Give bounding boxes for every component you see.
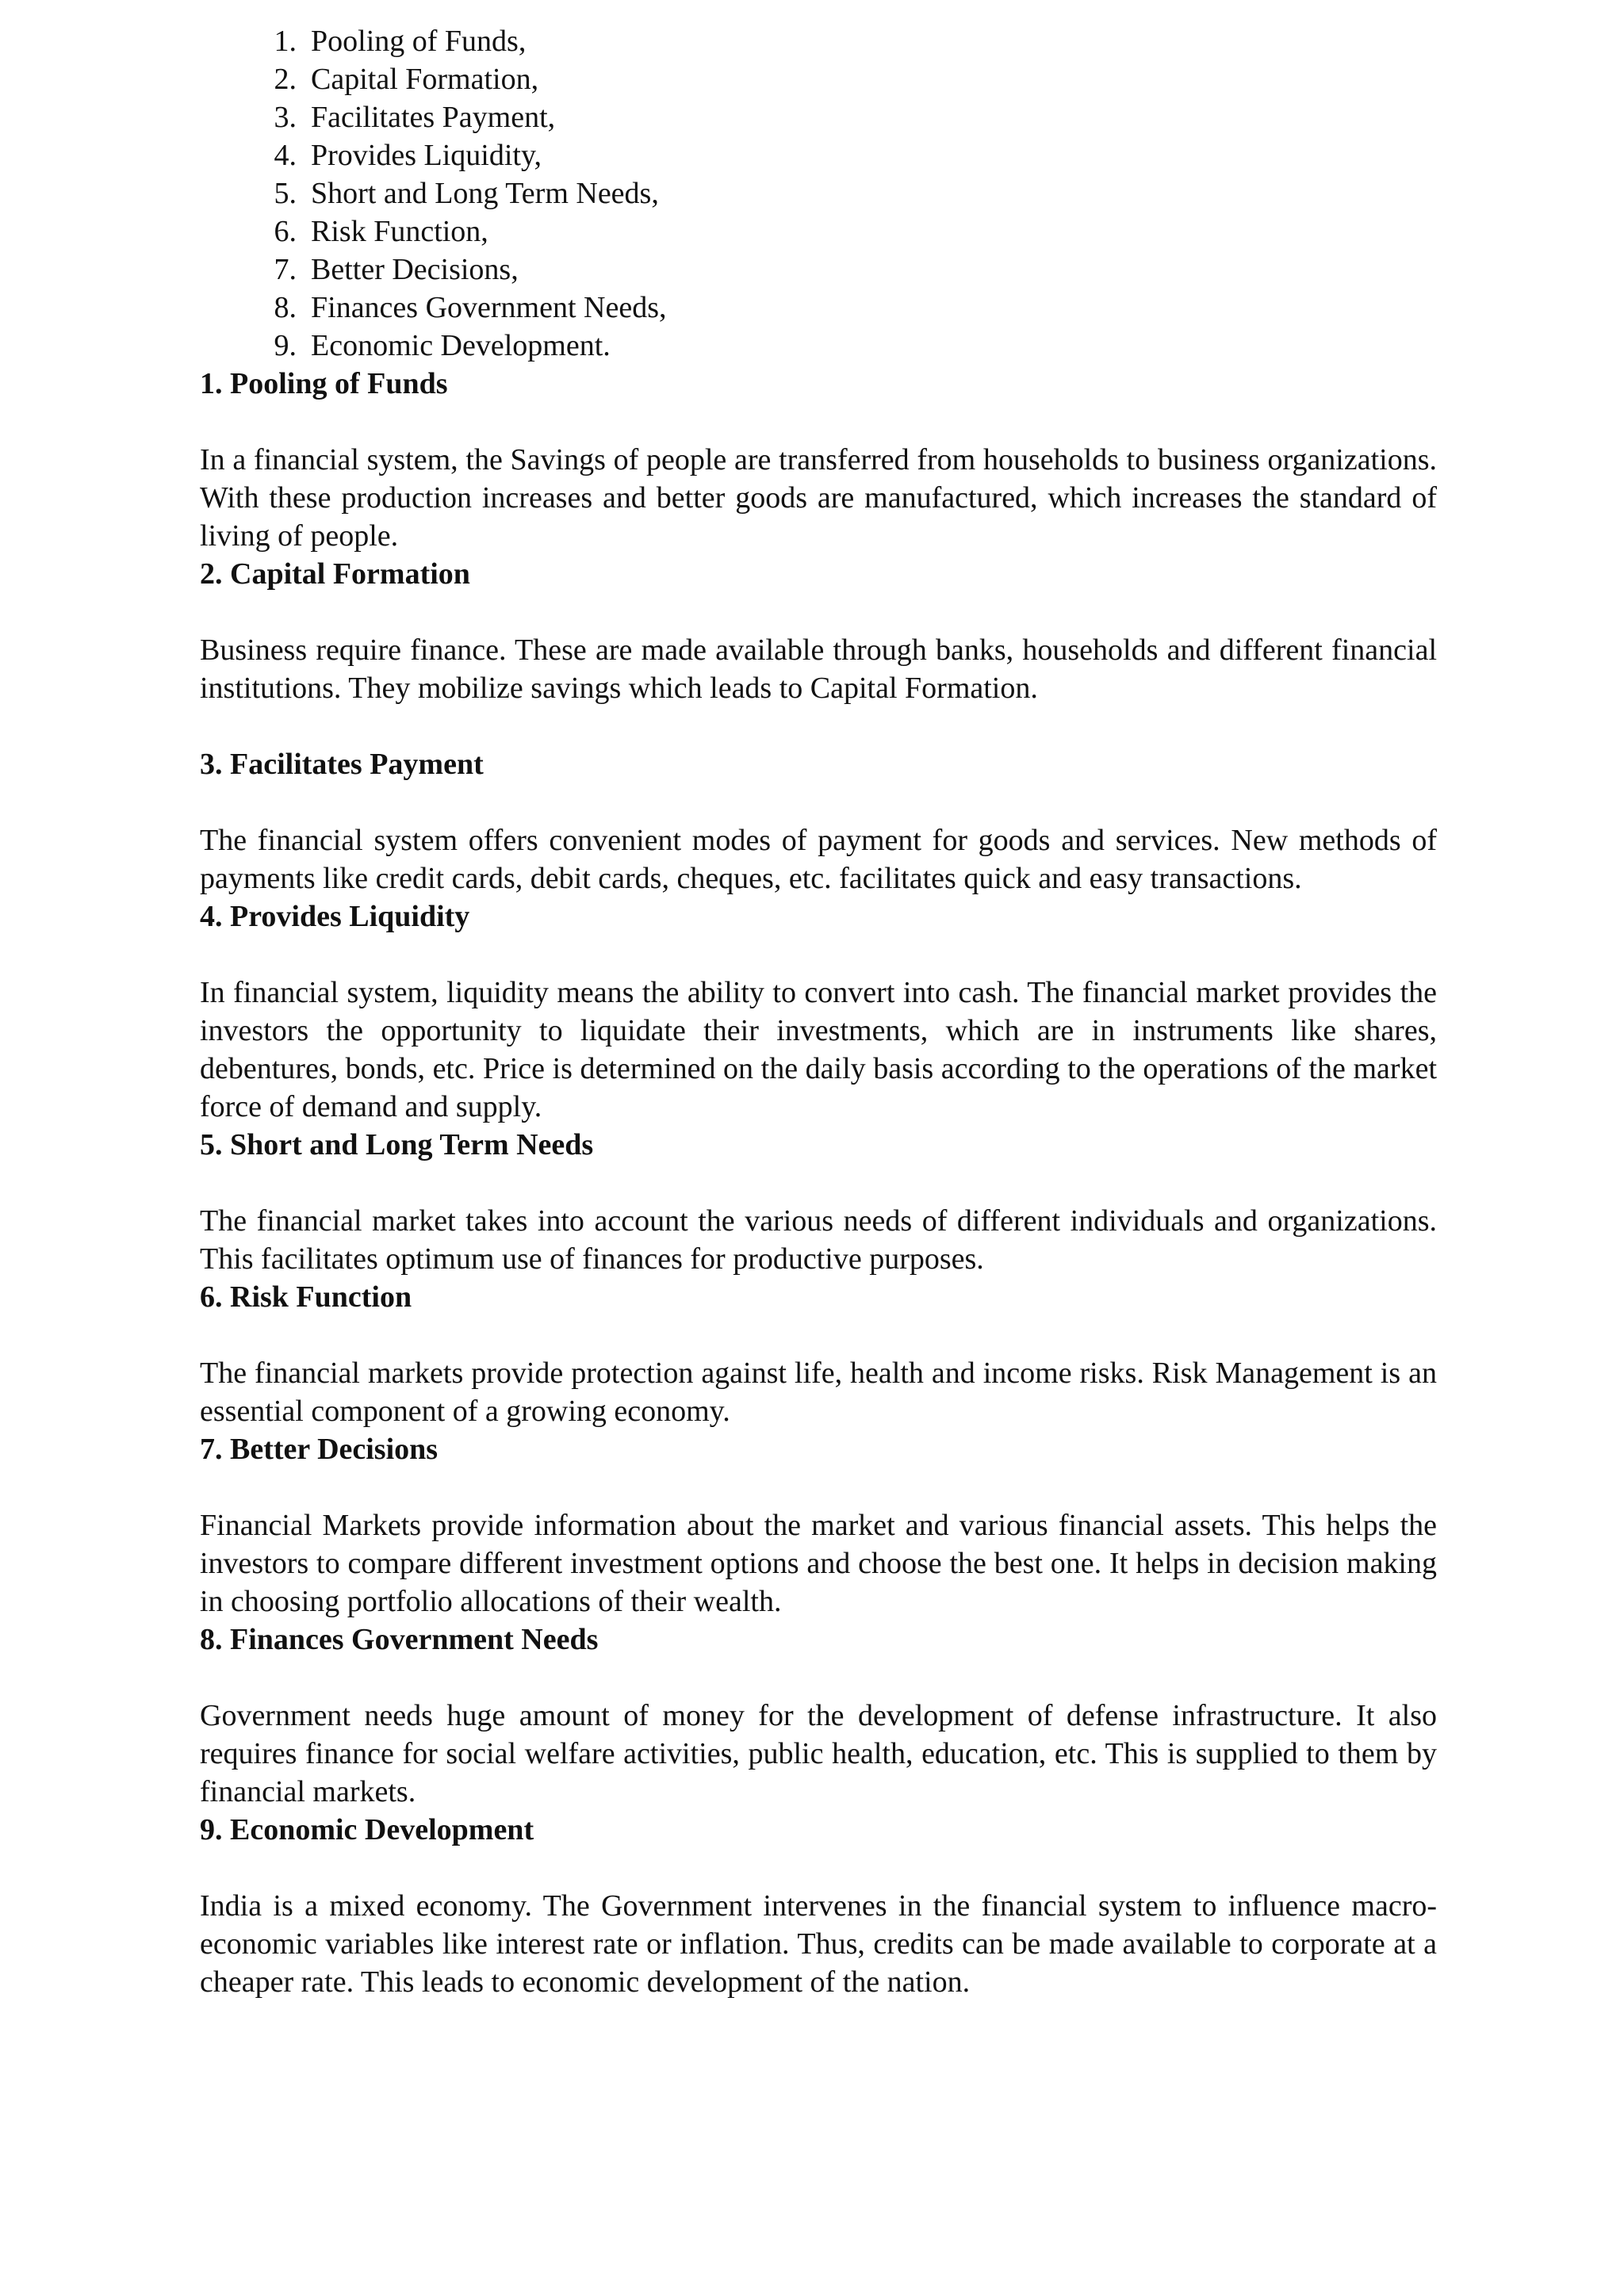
section-heading: 9. Economic Development [200, 1813, 534, 1846]
list-item-text: Economic Development. [311, 329, 611, 362]
list-item [246, 251, 1437, 289]
section-pooling-of-funds [200, 365, 1437, 555]
list-item [246, 98, 1437, 136]
list-item-number: 8. [274, 291, 297, 324]
section-body: Business require finance. These are made available through banks, households and different financial institutions. They mobilize savings which leads to Capital Formation. [200, 633, 1437, 705]
list-item-text: Facilitates Payment, [311, 101, 556, 134]
section-provides-liquidity [200, 897, 1437, 1126]
section-facilitates-payment [200, 745, 1437, 897]
list-item [246, 212, 1437, 251]
section-heading: 7. Better Decisions [200, 1433, 439, 1466]
section-finances-government-needs [200, 1621, 1437, 1811]
list-item [246, 174, 1437, 212]
section-heading: 1. Pooling of Funds [200, 367, 448, 400]
list-item-text: Short and Long Term Needs, [311, 177, 659, 210]
document-page [200, 22, 1437, 2001]
section-better-decisions [200, 1430, 1437, 1621]
section-heading: 8. Finances Government Needs [200, 1623, 599, 1656]
list-item-number: 7. [274, 253, 297, 286]
section-body: In financial system, liquidity means the ability to convert into cash. The financial market provides the investors the opportunity to liquidate their investments, which are in instruments like shares, debentures, bonds, etc. Price is determined on the daily basis according to the operations of the market force of demand and supply. [200, 976, 1437, 1123]
section-body: The financial market takes into account the various needs of different individuals and organizations. This facilitates optimum use of finances for productive purposes. [200, 1204, 1437, 1276]
list-item-number: 1. [274, 25, 297, 58]
list-item [246, 289, 1437, 327]
list-item-number: 2. [274, 63, 297, 96]
list-item-number: 3. [274, 101, 297, 134]
section-economic-development [200, 1811, 1437, 2001]
list-item-number: 9. [274, 329, 297, 362]
list-item-number: 6. [274, 215, 297, 248]
section-risk-function [200, 1278, 1437, 1430]
functions-list [246, 22, 1437, 365]
section-body: The financial markets provide protection against life, health and income risks. Risk Management is an essential component of a growing economy. [200, 1357, 1437, 1428]
section-capital-formation [200, 555, 1437, 745]
list-item-text: Provides Liquidity, [311, 139, 542, 172]
list-item-number: 4. [274, 139, 297, 172]
list-item [246, 327, 1437, 365]
section-short-and-long-term-needs [200, 1126, 1437, 1278]
list-item-text: Risk Function, [311, 215, 488, 248]
list-item-text: Pooling of Funds, [311, 25, 527, 58]
section-body: India is a mixed economy. The Government intervenes in the financial system to influence macro-economic variables like interest rate or inflation. Thus, credits can be made available to corporate at a cheaper rate. This leads to economic development of the nation. [200, 1889, 1437, 1999]
list-item-number: 5. [274, 177, 297, 210]
list-item-text: Finances Government Needs, [311, 291, 667, 324]
section-heading: 3. Facilitates Payment [200, 748, 484, 781]
list-item-text: Capital Formation, [311, 63, 539, 96]
section-body: Financial Markets provide information about the market and various financial assets. This helps the investors to compare different investment options and choose the best one. It helps in decision making in choosing portfolio allocations of their wealth. [200, 1509, 1437, 1618]
section-heading: 5. Short and Long Term Needs [200, 1128, 594, 1161]
section-heading: 4. Provides Liquidity [200, 900, 470, 933]
section-body: In a financial system, the Savings of people are transferred from households to business organizations. With these production increases and better goods are manufactured, which increases the standard of living of people. [200, 443, 1437, 553]
list-item [246, 22, 1437, 60]
list-item [246, 60, 1437, 98]
section-heading: 6. Risk Function [200, 1280, 412, 1314]
list-item [246, 136, 1437, 174]
list-item-text: Better Decisions, [311, 253, 519, 286]
section-heading: 2. Capital Formation [200, 557, 470, 591]
section-body: Government needs huge amount of money for the development of defense infrastructure. It also requires finance for social welfare activities, public health, education, etc. This is supplied to them by financial markets. [200, 1699, 1437, 1808]
section-body: The financial system offers convenient modes of payment for goods and services. New methods of payments like credit cards, debit cards, cheques, etc. facilitates quick and easy transactions. [200, 824, 1437, 895]
